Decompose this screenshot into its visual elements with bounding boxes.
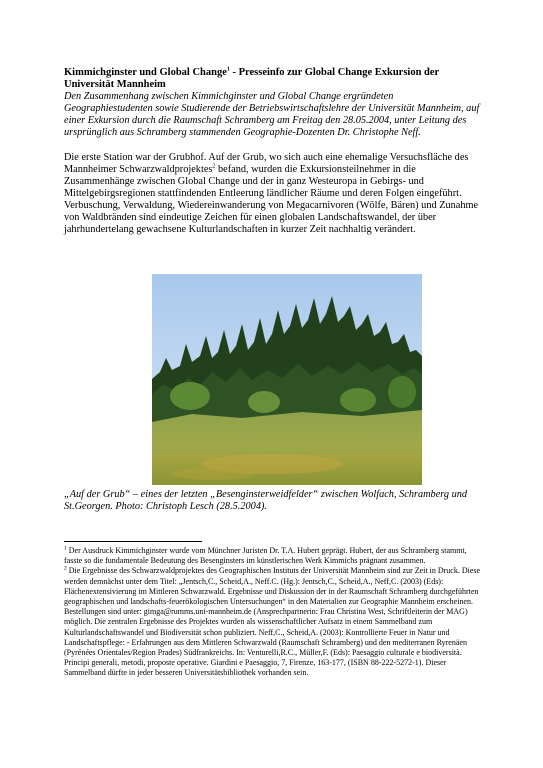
footnote-text: Der Ausdruck Kimmichginster wurde vom Münchner Juristen Dr. T.A. Hubert geprägt. Hubert, der aus Schramberg stammt, fasste so die fundamentale Bedeutung des Besenginsters im künstlerischen Werk Kimmichs prägnant zusammen.	[64, 546, 467, 566]
footnote-number: 1	[64, 545, 67, 552]
footnotes	[64, 546, 486, 679]
footnote-ref-1[interactable]: 1	[226, 66, 230, 73]
photo-caption: „Auf der Grub“ – eines der letzten „Besenginsterweidfelder“ zwischen Wolfach, Schramberg und St.Georgen. Photo: Christoph Lesch (28.5.2004).	[64, 489, 468, 512]
landscape-photo	[152, 274, 422, 485]
body-text-continued: befand, wurden die Exkursionsteilnehmer in die Zusammenhänge zwischen Global Change und der in ganz Westeuropa in Gebirgs- und Mittelgebirgsregionen stattfindenden Entleerung ländlicher Räume und deren Folgen eingeführt. Verbuschung, Verwaldung, Wiedereinwanderung von Megacarnivoren (Wölfe, Bären) und Zunahme von Waldbränden sind eindeutige Zeichen für einen globalen Landschaftswandel, der über jahrhundertelang gewachsene Kulturlandschaften in kurzer Zeit nachhaltig verändert.	[64, 164, 479, 235]
footnote-text: Die Ergebnisse des Schwarzwaldprojektes des Geographischen Instituts der Universität Mannheim sind zur Zeit in Druck. Diese werden demnächst unter dem Titel: „Jentsch,C., Scheid,A., Neff.C. (Hg.): Jentsch,C., Scheid,A., Neff,C. (2003) (Eds): Flächenextensivierung im Mittleren Schwarzwald. Ergebnisse und Diskussion der in der Raumschaft Schramberg durchgeführten geographischen und landschafts-feuerökologischen Untersuchungen“ in den Materialien zur Geographie Mannheim erscheinen. Bestellungen sind unter: gimga@rumms.uni-mannheim.de (Ansprechpartnerin: Frau Christina West, Schriftleiterin der MAG) möglich. Die zentralen Ergebnisse des Projektes wurden als wissenschaftlicher Aufsatz in einem Sammelband zum Kulturlandschaftswandel und Biodiversität schon publiziert. Neff,C., Scheid,A. (2003): Kontrollierte Feuer in Natur und Landschaftspflege: - Erfahrungen aus dem Mittleren Schwarzwald (Raumschaft Schramberg) und den mediterranen Ryrenäen (Pyrénées Orientales/Region Prades) Südfrankreichs. In: Venturelli,R.C., Müller,F. (Eds): Paesaggio culturale e biodiversità. Principi generali, metodi, proposte operative. Giardini e Paesaggio, 7, Firenze, 163-177, (ISBN 88-222-5272-1). Dieser Sammelband dürfte in jeder besseren Universitätsbibliothek vorhanden sein.	[64, 566, 481, 678]
footnote-divider	[64, 541, 202, 542]
footnote-1	[64, 546, 486, 566]
title-text-continued: - Presseinfo zur Global Change Exkursion der Universität Mannheim	[64, 67, 440, 90]
lead-paragraph: Den Zusammenhang zwischen Kimmichginster und Global Change ergründeten Geographiestudenten sowie Studierende der Betriebswirtschaftslehre der Universität Mannheim, auf einer Exkursion durch die Raumschaft Schramberg am Freitag den 28.05.2004, unter Leitung des ursprünglich aus Schramberg stammenden Geographie-Dozenten Dr. Christophe Neff.	[64, 91, 480, 138]
title-text: Kimmichginster und Global Change	[64, 67, 227, 78]
footnote-2	[64, 566, 486, 678]
body-text: Die erste Station war der Grubhof. Auf der Grub, wo sich auch eine ehemalige Versuchsfläche des Mannheimer Schwarzwaldprojektes	[64, 152, 469, 175]
page-title	[64, 67, 484, 91]
footnote-ref-2[interactable]: 2	[212, 163, 216, 170]
body-paragraph	[64, 152, 484, 236]
footnote-number: 2	[64, 565, 67, 572]
